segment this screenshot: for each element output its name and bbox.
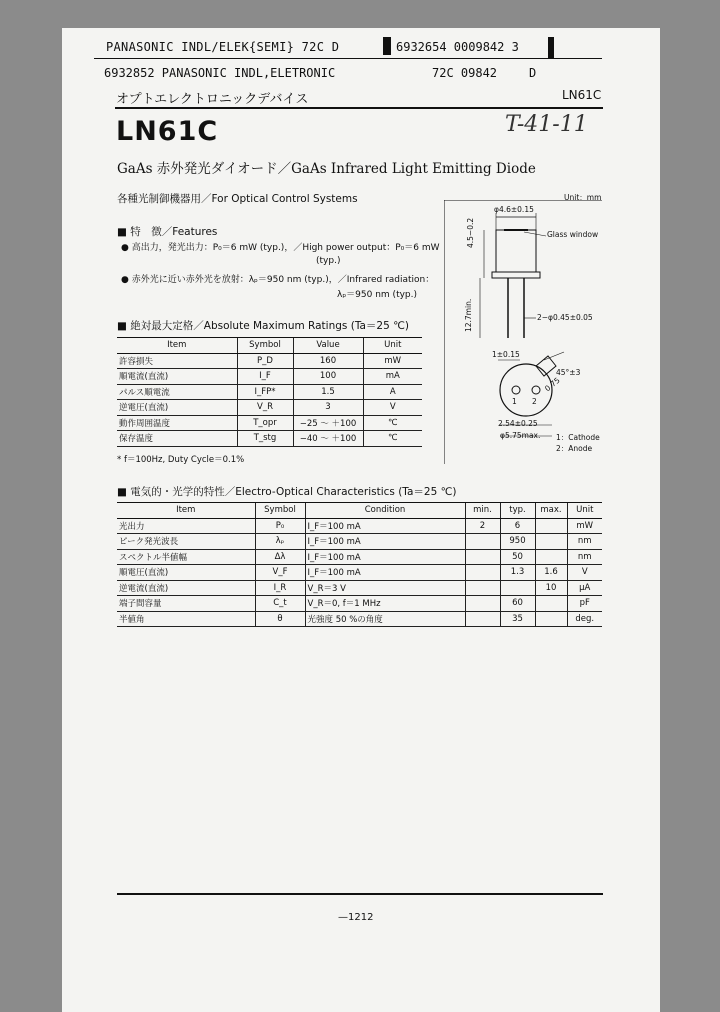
pin1-desc: 1：Cathode	[556, 433, 600, 442]
header-line-2-right: D	[529, 66, 537, 80]
eo-max	[535, 611, 567, 627]
pin-label-1: 1	[512, 397, 517, 406]
eo-max	[535, 534, 567, 550]
table-row	[117, 611, 602, 627]
dim-width: φ4.6±0.15	[494, 205, 534, 214]
dim-height: 4.5−0.2	[466, 217, 475, 248]
abs-unit: mW	[363, 353, 422, 369]
eo-col-symbol: Symbol	[255, 503, 305, 519]
eo-typ: 950	[500, 534, 535, 550]
eo-max: 10	[535, 580, 567, 596]
abs-ratings-heading: ■ 絶対最大定格／Absolute Maximum Ratings (Ta＝25 ℃)	[117, 320, 410, 332]
part-number-title: LN61C	[116, 116, 219, 147]
table-row	[117, 549, 602, 565]
abs-unit: V	[363, 400, 422, 416]
eo-condition: 光強度 50 %の角度	[305, 611, 465, 627]
eo-symbol: V_F	[255, 565, 305, 581]
abs-col-item: Item	[117, 338, 237, 354]
eo-typ	[500, 580, 535, 596]
eo-unit: V	[567, 565, 602, 581]
features-heading: ■ 特 徴／Features	[117, 226, 218, 238]
page-number: —1212	[338, 912, 374, 923]
dim-tab: 1±0.15	[492, 350, 520, 359]
abs-col-symbol: Symbol	[237, 338, 293, 354]
eo-typ: 6	[500, 518, 535, 534]
abs-symbol: P_D	[237, 353, 293, 369]
feature-item-2b: λₚ＝950 nm (typ.)	[337, 290, 418, 300]
category-label: オプトエレクトロニックデバイス	[116, 92, 309, 107]
part-corner-label: LN61C	[562, 88, 602, 102]
angle-label: 45°±3	[556, 368, 581, 377]
eo-typ: 1.3	[500, 565, 535, 581]
eo-item: 端子間容量	[117, 596, 255, 612]
abs-unit: mA	[363, 369, 422, 385]
dim-lead-length: 12.7min.	[464, 298, 473, 332]
pitch-label: 2.54±0.25	[498, 419, 538, 428]
pin2-desc: 2：Anode	[556, 444, 593, 453]
eo-col-condition: Condition	[305, 503, 465, 519]
abs-symbol: T_stg	[237, 431, 293, 447]
dim-tab-2: 0.75	[543, 375, 562, 394]
eo-unit: pF	[567, 596, 602, 612]
eo-typ: 35	[500, 611, 535, 627]
glass-window-label: Glass window	[547, 230, 599, 239]
abs-value: 1.5	[293, 384, 363, 400]
abs-value: 3	[293, 400, 363, 416]
abs-symbol: I_FP*	[237, 384, 293, 400]
eo-condition: I_F＝100 mA	[305, 534, 465, 550]
header-line-2-mid: 72C 09842	[432, 66, 498, 80]
drawing-unit: Unit：mm	[564, 193, 602, 202]
abs-value: 100	[293, 369, 363, 385]
eo-col-unit: Unit	[567, 503, 602, 519]
eo-col-max: max.	[535, 503, 567, 519]
table-row	[117, 580, 602, 596]
table-row	[117, 565, 602, 581]
abs-value: −25 ～ ＋100	[293, 415, 363, 431]
eo-item: 順電圧(直流)	[117, 565, 255, 581]
abs-ratings-table	[117, 337, 422, 447]
eo-col-min: min.	[465, 503, 500, 519]
handwritten-note: T-41-11	[505, 112, 588, 137]
eo-min	[465, 549, 500, 565]
eo-heading: ■ 電気的・光学的特性／Electro-Optical Characteristics (Ta＝25 ℃)	[117, 486, 457, 498]
eo-typ: 50	[500, 549, 535, 565]
eo-max	[535, 518, 567, 534]
abs-unit: ℃	[363, 431, 422, 447]
eo-unit: deg.	[567, 611, 602, 627]
header-rule	[94, 58, 602, 59]
abs-item: 順電流(直流)	[117, 369, 237, 385]
eo-condition: V_R＝3 V	[305, 580, 465, 596]
eo-symbol: C_t	[255, 596, 305, 612]
feature-item-1b: (typ.)	[316, 256, 341, 266]
abs-item: パルス順電流	[117, 384, 237, 400]
abs-symbol: I_F	[237, 369, 293, 385]
eo-condition: I_F＝100 mA	[305, 549, 465, 565]
abs-symbol: T_opr	[237, 415, 293, 431]
footer-rule	[117, 893, 603, 895]
eo-item: 逆電流(直流)	[117, 580, 255, 596]
eo-condition: I_F＝100 mA	[305, 565, 465, 581]
eo-table	[117, 502, 602, 627]
abs-col-unit: Unit	[363, 338, 422, 354]
abs-unit: A	[363, 384, 422, 400]
table-row	[117, 518, 602, 534]
pin-label-2: 2	[532, 397, 537, 406]
abs-item: 逆電圧(直流)	[117, 400, 237, 416]
eo-min	[465, 611, 500, 627]
eo-unit: μA	[567, 580, 602, 596]
table-row	[117, 415, 422, 431]
header-bar-mark-2	[548, 37, 554, 59]
eo-max	[535, 549, 567, 565]
header-line-2-left: 6932852 PANASONIC INDL,ELETRONIC	[104, 66, 336, 80]
eo-item: 光出力	[117, 518, 255, 534]
eo-condition: V_R＝0, f＝1 MHz	[305, 596, 465, 612]
abs-unit: ℃	[363, 415, 422, 431]
eo-symbol: θ	[255, 611, 305, 627]
table-row	[117, 353, 422, 369]
header-line-1-left: PANASONIC INDL/ELEK{SEMI} 72C D	[106, 40, 340, 54]
table-row	[117, 400, 422, 416]
eo-col-item: Item	[117, 503, 255, 519]
feature-item-1: ● 高出力，発光出力：P₀＝6 mW (typ.)，／High power output：P₀＝6 mW	[121, 243, 440, 253]
abs-footnote: * f＝100Hz, Duty Cycle＝0.1%	[117, 455, 245, 465]
eo-min	[465, 580, 500, 596]
abs-value: −40 ～ ＋100	[293, 431, 363, 447]
eo-col-typ: typ.	[500, 503, 535, 519]
eo-max	[535, 596, 567, 612]
abs-item: 動作周囲温度	[117, 415, 237, 431]
table-row	[117, 384, 422, 400]
outline-drawing	[444, 193, 602, 464]
feature-item-2: ● 赤外光に近い赤外光を放射：λₚ＝950 nm (typ.)，／Infrared radiation：	[121, 275, 435, 285]
application-line: 各種光制御機器用／For Optical Control Systems	[117, 193, 358, 205]
header-bar-mark	[383, 37, 391, 55]
eo-max: 1.6	[535, 565, 567, 581]
category-rule	[115, 107, 603, 109]
eo-min	[465, 596, 500, 612]
eo-min: 2	[465, 518, 500, 534]
eo-symbol: λₚ	[255, 534, 305, 550]
eo-condition: I_F＝100 mA	[305, 518, 465, 534]
header-line-1-right: 6932654 0009842 3	[396, 40, 519, 54]
table-row	[117, 596, 602, 612]
abs-item: 保存温度	[117, 431, 237, 447]
eo-item: ピーク発光波長	[117, 534, 255, 550]
eo-symbol: Δλ	[255, 549, 305, 565]
eo-unit: nm	[567, 549, 602, 565]
eo-item: スペクトル半値幅	[117, 549, 255, 565]
eo-unit: mW	[567, 518, 602, 534]
eo-symbol: P₀	[255, 518, 305, 534]
eo-typ: 60	[500, 596, 535, 612]
abs-symbol: V_R	[237, 400, 293, 416]
eo-min	[465, 565, 500, 581]
abs-col-value: Value	[293, 338, 363, 354]
abs-value: 160	[293, 353, 363, 369]
table-row	[117, 534, 602, 550]
base-diameter: φ5.75max.	[500, 431, 541, 440]
eo-min	[465, 534, 500, 550]
abs-item: 許容損失	[117, 353, 237, 369]
eo-unit: nm	[567, 534, 602, 550]
subtitle: GaAs 赤外発光ダイオード／GaAs Infrared Light Emitting Diode	[117, 161, 536, 177]
lead-diameter: 2−φ0.45±0.05	[537, 313, 593, 322]
eo-symbol: I_R	[255, 580, 305, 596]
table-row	[117, 369, 422, 385]
eo-item: 半値角	[117, 611, 255, 627]
table-row	[117, 431, 422, 447]
